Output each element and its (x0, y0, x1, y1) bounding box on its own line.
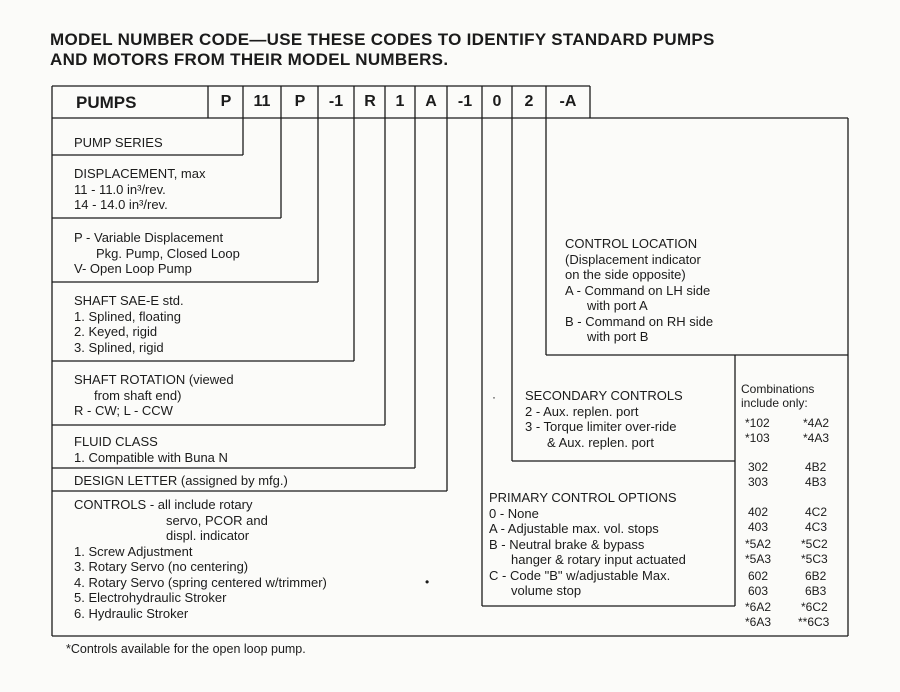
combination-code: 4C3 (805, 520, 828, 534)
shaft-line: 2. Keyed, rigid (74, 324, 158, 339)
pump-series-box (74, 135, 163, 151)
controls-item: 3. Rotary Servo (no centering) (74, 559, 249, 574)
primary-line: C - Code "B" w/adjustable Max. (489, 567, 671, 583)
pumps-label: PUMPS (76, 93, 137, 112)
control-location-line: B - Command on RH side (565, 313, 714, 329)
controls-item: 4. Rotary Servo (spring centered w/trimmer) (74, 574, 327, 590)
primary-line: hanger & rotary input actuated (511, 552, 686, 567)
primary-title: PRIMARY CONTROL OPTIONS (489, 490, 677, 505)
footnote: *Controls available for the open loop pump. (66, 642, 306, 656)
shaft-line: 1. Splined, floating (74, 308, 181, 324)
shaft-box (74, 293, 184, 355)
code-secondary: 2 (524, 93, 534, 110)
combination-code: *5A3 (745, 552, 772, 566)
primary-line: 0 - None (489, 505, 539, 521)
fluid-box (74, 434, 228, 465)
code-shaft: -1 (328, 93, 344, 110)
code-fluid: 1 (395, 93, 405, 110)
control-location-box (565, 236, 713, 345)
displacement-title: DISPLACEMENT, max (74, 166, 206, 181)
primary-line: A - Adjustable max. vol. stops (489, 521, 659, 536)
combination-code: *5A2 (745, 537, 772, 551)
combination-code: *4A3 (803, 431, 830, 445)
combination-code: 603 (748, 584, 769, 598)
displacement-line: 14 - 14.0 in³/rev. (74, 197, 168, 212)
control-location-line: (Displacement indicator (565, 251, 701, 267)
combination-code: **6C3 (798, 615, 830, 629)
combination-code: *5C2 (801, 537, 828, 551)
loop-type-box (74, 230, 240, 277)
rotation-line: from shaft end) (94, 387, 182, 403)
secondary-line: 2 - Aux. replen. port (525, 403, 639, 419)
secondary-controls-box (525, 388, 683, 450)
control-location-line: A - Command on LH side (565, 282, 711, 298)
combinations-title: Combinations (741, 382, 815, 396)
stray-dot: • (425, 575, 430, 589)
combination-code: *6C2 (801, 600, 828, 614)
code-design-letter: A (425, 93, 437, 110)
combinations-heading (741, 382, 814, 410)
code-rotation: R (364, 93, 376, 110)
combination-code: *103 (745, 431, 770, 445)
fluid-line: 1. Compatible with Buna N (74, 449, 228, 465)
controls-title: CONTROLS - all include rotary (74, 497, 253, 512)
combination-code: *6A3 (745, 615, 772, 629)
rotation-line: R - CW; L - CCW (74, 403, 173, 418)
design-letter-box (74, 473, 288, 489)
combination-code: 4B2 (805, 460, 827, 474)
shaft-title: SHAFT SAE-E std. (74, 293, 184, 308)
loop-type-line: V- Open Loop Pump (74, 261, 192, 276)
design-letter-title: DESIGN LETTER (assigned by mfg.) (74, 473, 288, 488)
combinations-title: include only: (741, 396, 808, 410)
loop-type-line: Pkg. Pump, Closed Loop (96, 245, 240, 261)
controls-item: 6. Hydraulic Stroker (74, 605, 189, 621)
combination-code: 4B3 (805, 475, 827, 489)
combination-code: 6B3 (805, 584, 827, 598)
combination-code: 302 (748, 460, 769, 474)
combination-code: 303 (748, 475, 769, 489)
loop-type-line: P - Variable Displacement (74, 230, 224, 245)
fluid-title: FLUID CLASS (74, 434, 158, 449)
secondary-title: SECONDARY CONTROLS (525, 388, 683, 403)
combination-code: *5C3 (801, 552, 828, 566)
control-location-line: with port B (587, 329, 649, 344)
code-displacement: 11 (253, 93, 271, 110)
primary-line: B - Neutral brake & bypass (489, 536, 645, 552)
combination-code: 402 (748, 505, 769, 519)
pump-series-title: PUMP SERIES (74, 135, 163, 150)
combination-code: *4A2 (803, 416, 830, 430)
rotation-title: SHAFT ROTATION (viewed (74, 372, 234, 387)
combination-code: 403 (748, 520, 769, 534)
rotation-box (74, 372, 234, 419)
controls-box (74, 497, 327, 621)
primary-controls-box (489, 490, 686, 599)
controls-line: displ. indicator (166, 528, 250, 543)
controls-item: 1. Screw Adjustment (74, 543, 193, 559)
shaft-line: 3. Splined, rigid (74, 339, 164, 355)
combination-code: 602 (748, 569, 769, 583)
control-location-title: CONTROL LOCATION (565, 236, 698, 251)
control-location-line: with port A (587, 298, 648, 313)
controls-line: servo, PCOR and (166, 512, 268, 528)
code-pump-series: P (220, 93, 232, 110)
controls-item: 5. Electrohydraulic Stroker (74, 590, 227, 605)
heading-line-2: AND MOTORS FROM THEIR MODEL NUMBERS. (50, 50, 449, 69)
combination-code: *6A2 (745, 600, 772, 614)
primary-line: volume stop (511, 583, 582, 598)
combination-code: 6B2 (805, 569, 827, 583)
control-location-line: on the side opposite) (565, 267, 686, 282)
combination-code: *102 (745, 416, 770, 430)
secondary-line: 3 - Torque limiter over-ride (525, 419, 677, 434)
displacement-box (74, 166, 205, 213)
code-controls: -1 (457, 93, 473, 110)
combination-code: 4C2 (805, 505, 828, 519)
heading-line-1: MODEL NUMBER CODE—USE THESE CODES TO IDENTIFY STANDARD PUMPS (50, 30, 715, 49)
code-control-location: -A (559, 93, 577, 110)
stray-dot: · (492, 390, 496, 404)
secondary-line: & Aux. replen. port (547, 434, 654, 450)
code-loop-type: P (294, 93, 306, 110)
code-primary: 0 (492, 93, 502, 110)
displacement-line: 11 - 11.0 in³/rev. (74, 181, 166, 197)
